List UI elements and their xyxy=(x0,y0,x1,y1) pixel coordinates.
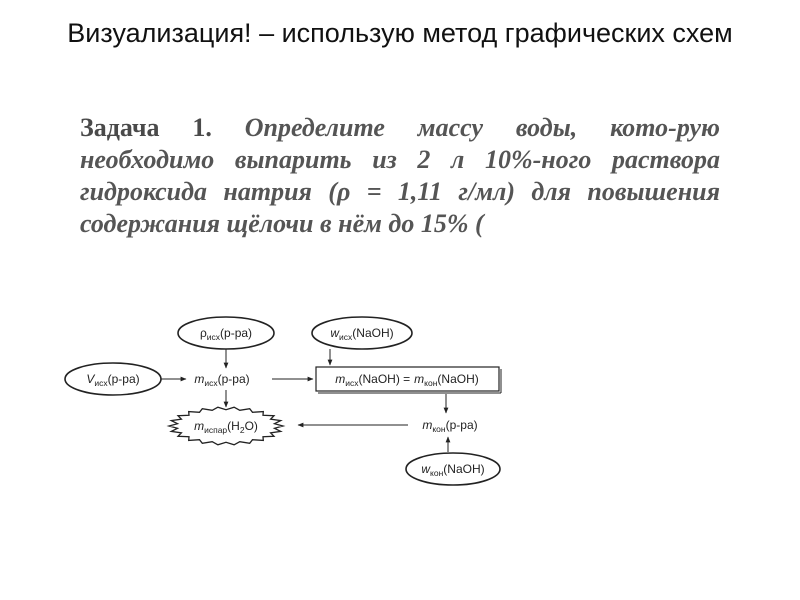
node-eq-right-var: m xyxy=(414,372,425,386)
node-v-init-sub: исх xyxy=(94,378,108,388)
node-rho-init-rest: (р-ра) xyxy=(220,326,253,340)
task-label: Задача 1. xyxy=(80,113,212,142)
node-eq-right-rest: (NaOH) xyxy=(437,372,479,386)
node-m-evap-var: m xyxy=(194,419,205,433)
node-w-final-sub: кон xyxy=(430,468,444,478)
node-m-evaporated-water xyxy=(169,407,283,445)
node-w-final-rest: (NaOH) xyxy=(443,462,485,476)
node-w-final-var: w xyxy=(421,462,431,476)
node-w-init-var: w xyxy=(330,326,340,340)
svg-text:Vисх(р-ра) xyxy=(86,372,139,388)
node-m-evap-sub: испар xyxy=(204,425,228,435)
node-v-init-var: V xyxy=(86,372,95,386)
node-eq-left-rest: (NaOH) = xyxy=(358,372,411,386)
node-rho-init xyxy=(178,317,274,349)
node-m-init-solution xyxy=(194,372,249,388)
node-m-final-sol-sub: кон xyxy=(432,424,446,434)
node-w-init xyxy=(312,317,412,349)
node-eq-left-var: m xyxy=(335,372,346,386)
node-rho-init-sub: исх xyxy=(206,332,221,342)
node-mass-equation-box xyxy=(316,367,501,393)
node-w-init-sub: исх xyxy=(339,332,353,342)
node-m-evap-sub2: 2 xyxy=(239,425,245,435)
slide-title: Визуализация! – использую метод графических схем xyxy=(67,18,733,48)
node-m-final-sol-rest: (р-ра) xyxy=(445,418,478,432)
svg-text:mисх(р-ра) xyxy=(194,372,249,388)
node-w-init-rest: (NaOH) xyxy=(352,326,394,340)
node-v-init-rest: (р-ра) xyxy=(107,372,140,386)
node-v-init xyxy=(65,363,161,395)
svg-text:mкон(р-ра) xyxy=(422,418,477,434)
node-m-init-sol-sub: исх xyxy=(204,378,218,388)
node-m-final-sol-var: m xyxy=(422,418,433,432)
node-w-final xyxy=(406,453,500,485)
node-m-evap-rest2: O) xyxy=(244,419,258,433)
node-m-init-sol-var: m xyxy=(194,372,205,386)
node-rho-init-var: ρ xyxy=(199,326,207,340)
task-body: Определите массу воды, кото-рую необходимо выпарить из 2 л 10%-ного раствора гидроксида натрия (ρ = 1,11 г/мл) для повышения содержания щёлочи в нём до 15% ( xyxy=(80,113,721,238)
node-m-final-solution xyxy=(422,418,477,434)
node-eq-right-sub: кон xyxy=(424,378,438,388)
node-m-init-sol-rest: (р-ра) xyxy=(217,372,250,386)
node-m-evap-rest: (H xyxy=(227,419,240,433)
node-eq-left-sub: исх xyxy=(345,378,359,388)
